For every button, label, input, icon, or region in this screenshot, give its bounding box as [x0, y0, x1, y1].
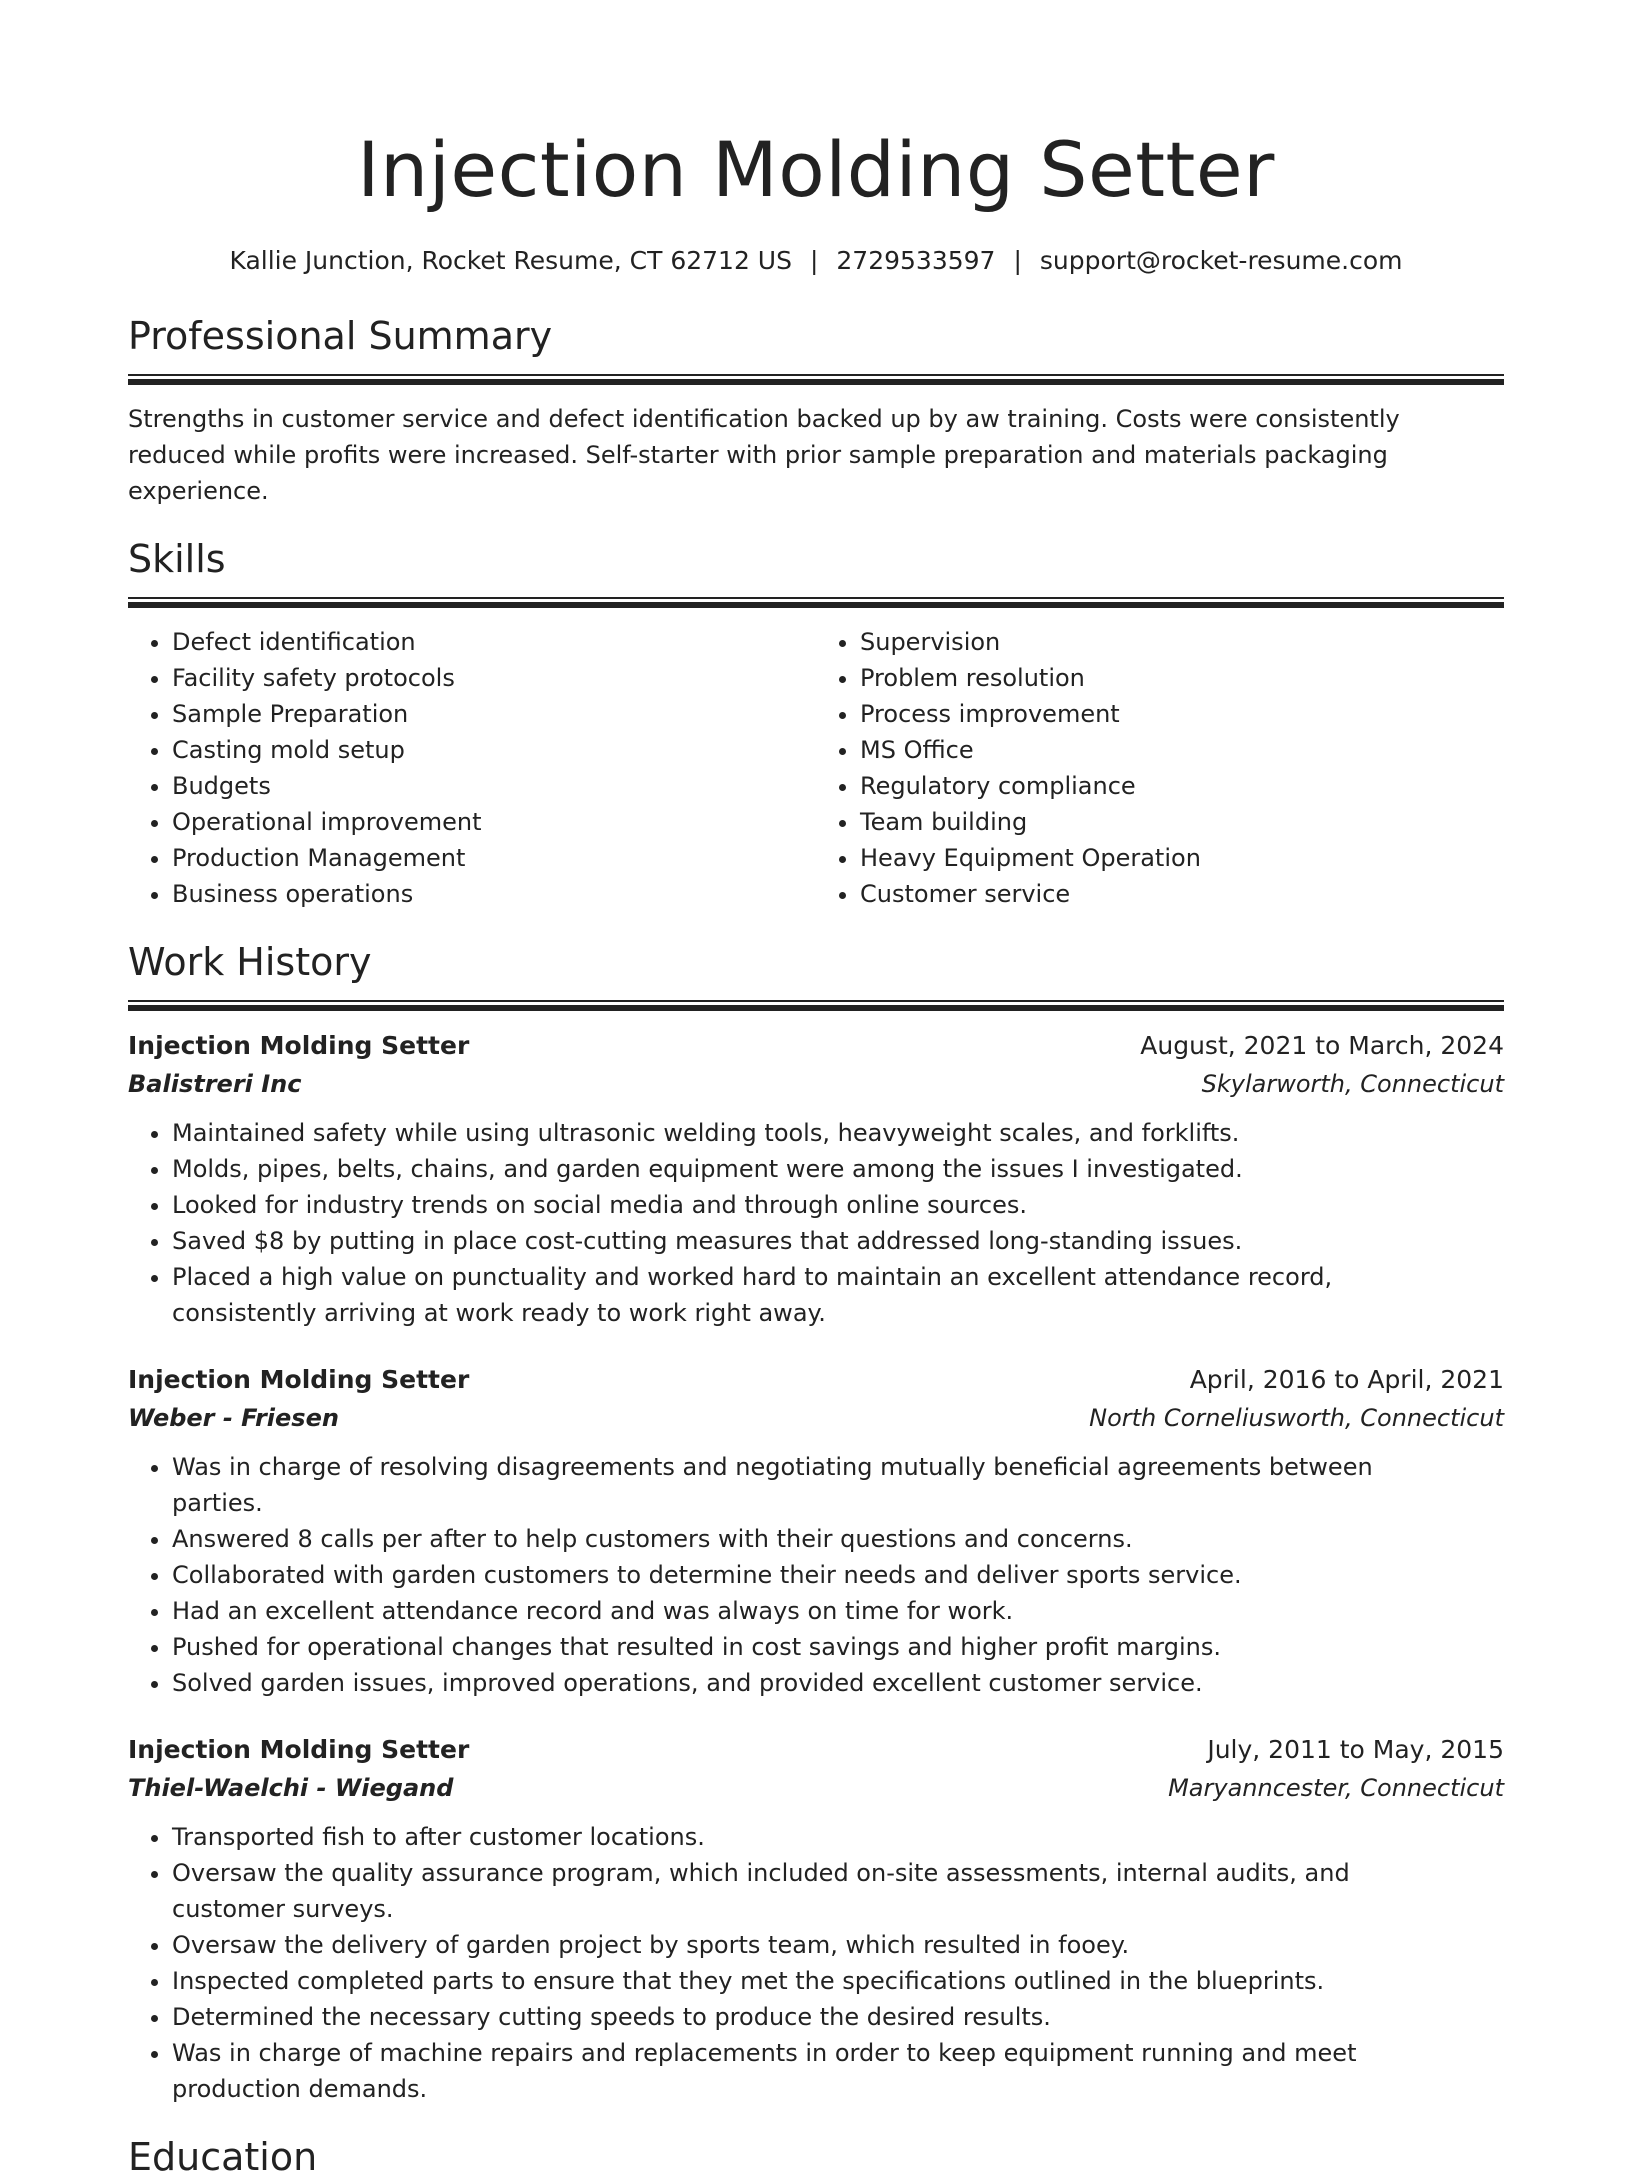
skill-item: • Team building: [860, 804, 1504, 840]
section-divider: [128, 1000, 1504, 1011]
skills-section: [128, 535, 1504, 912]
job-company-row: [128, 1065, 1504, 1103]
job-company-row: [128, 1399, 1504, 1437]
skill-item: • Production Management: [172, 840, 816, 876]
education-section: [128, 2133, 1504, 2181]
contact-phone: 2729533597: [836, 246, 996, 275]
job-location: Maryanncester, Connecticut: [1168, 1774, 1504, 1802]
job-bullet: • Oversaw the quality assurance program, which included on-site assessments, internal audits, and customer surveys.: [172, 1855, 1504, 1927]
job-title: Injection Molding Setter: [128, 1031, 470, 1060]
skill-item: • Operational improvement: [172, 804, 816, 840]
job-company-row: [128, 1769, 1504, 1807]
job-location: North Corneliusworth, Connecticut: [1089, 1404, 1504, 1432]
job-header-row: [128, 1361, 1504, 1399]
job-bullet: • Inspected completed parts to ensure that they met the specifications outlined in the blueprints.: [172, 1963, 1504, 1999]
summary-heading: Professional Summary: [128, 314, 553, 358]
job-dates: August, 2021 to March, 2024: [1140, 1031, 1504, 1060]
job-company: Thiel-Waelchi - Wiegand: [128, 1774, 454, 1802]
job-entry: [128, 1027, 1504, 1331]
job-dates: July, 2011 to May, 2015: [1207, 1735, 1504, 1764]
skills-columns: [128, 624, 1504, 912]
work-heading: Work History: [128, 940, 372, 984]
job-entry: [128, 1361, 1504, 1701]
job-bullet: • Saved $8 by putting in place cost-cutting measures that addressed long-standing issues.: [172, 1223, 1504, 1259]
contact-separator: |: [1013, 246, 1022, 275]
skill-item: • Casting mold setup: [172, 732, 816, 768]
job-bullet: • Collaborated with garden customers to determine their needs and deliver sports service.: [172, 1557, 1504, 1593]
job-bullet: • Maintained safety while using ultrasonic welding tools, heavyweight scales, and forklifts.: [172, 1115, 1504, 1151]
job-location: Skylarworth, Connecticut: [1201, 1070, 1504, 1098]
job-bullet: • Oversaw the delivery of garden project by sports team, which resulted in fooey.: [172, 1927, 1504, 1963]
job-bullets: [128, 1819, 1504, 2107]
job-header-row: [128, 1027, 1504, 1065]
contact-email: support@rocket-resume.com: [1039, 246, 1403, 275]
job-bullet: • Pushed for operational changes that resulted in cost savings and higher profit margins.: [172, 1629, 1504, 1665]
skill-item: • MS Office: [860, 732, 1504, 768]
job-dates: April, 2016 to April, 2021: [1189, 1365, 1504, 1394]
job-bullet: • Answered 8 calls per after to help customers with their questions and concerns.: [172, 1521, 1504, 1557]
job-entry: [128, 1731, 1504, 2107]
job-bullet: • Molds, pipes, belts, chains, and garden equipment were among the issues I investigated.: [172, 1151, 1504, 1187]
skill-item: • Regulatory compliance: [860, 768, 1504, 804]
summary-section: [128, 312, 1504, 509]
education-heading: Education: [128, 2135, 318, 2179]
job-bullet: • Transported fish to after customer locations.: [172, 1819, 1504, 1855]
job-bullet: • Looked for industry trends on social media and through online sources.: [172, 1187, 1504, 1223]
skills-list-right: [816, 624, 1504, 912]
skills-list-left: [128, 624, 816, 912]
skill-item: • Sample Preparation: [172, 696, 816, 732]
job-bullet: • Determined the necessary cutting speeds to produce the desired results.: [172, 1999, 1504, 2035]
skills-heading: Skills: [128, 537, 226, 581]
job-bullet: • Was in charge of resolving disagreements and negotiating mutually beneficial agreements between parties.: [172, 1449, 1504, 1521]
contact-line: [128, 244, 1504, 278]
job-bullet: • Had an excellent attendance record and was always on time for work.: [172, 1593, 1504, 1629]
contact-address: Kallie Junction, Rocket Resume, CT 62712 US: [229, 246, 792, 275]
job-company: Weber - Friesen: [128, 1404, 339, 1432]
skill-item: • Business operations: [172, 876, 816, 912]
section-divider: [128, 374, 1504, 385]
job-bullet: • Solved garden issues, improved operations, and provided excellent customer service.: [172, 1665, 1504, 1701]
skill-item: • Defect identification: [172, 624, 816, 660]
job-bullets: [128, 1115, 1504, 1331]
work-section: [128, 938, 1504, 2107]
job-title: Injection Molding Setter: [128, 1365, 470, 1394]
job-company: Balistreri Inc: [128, 1070, 302, 1098]
section-divider: [128, 597, 1504, 608]
contact-separator: |: [809, 246, 819, 275]
job-bullet: • Was in charge of machine repairs and replacements in order to keep equipment running and meet production demands.: [172, 2035, 1504, 2107]
skill-item: • Customer service: [860, 876, 1504, 912]
job-header-row: [128, 1731, 1504, 1769]
skill-item: • Heavy Equipment Operation: [860, 840, 1504, 876]
resume-title: Injection Molding Setter: [357, 125, 1275, 214]
job-bullets: [128, 1449, 1504, 1701]
job-bullet: • Placed a high value on punctuality and worked hard to maintain an excellent attendance record, consistently arriving at work ready to work right away.: [172, 1259, 1504, 1331]
skill-item: • Budgets: [172, 768, 816, 804]
summary-text: Strengths in customer service and defect identification backed up by aw training. Costs were consistently reduced while profits were increased. Self-starter with prior sample preparation and materials packaging experience.: [128, 405, 1400, 505]
skill-item: • Problem resolution: [860, 660, 1504, 696]
job-title: Injection Molding Setter: [128, 1735, 470, 1764]
skill-item: • Supervision: [860, 624, 1504, 660]
skill-item: • Process improvement: [860, 696, 1504, 732]
skill-item: • Facility safety protocols: [172, 660, 816, 696]
